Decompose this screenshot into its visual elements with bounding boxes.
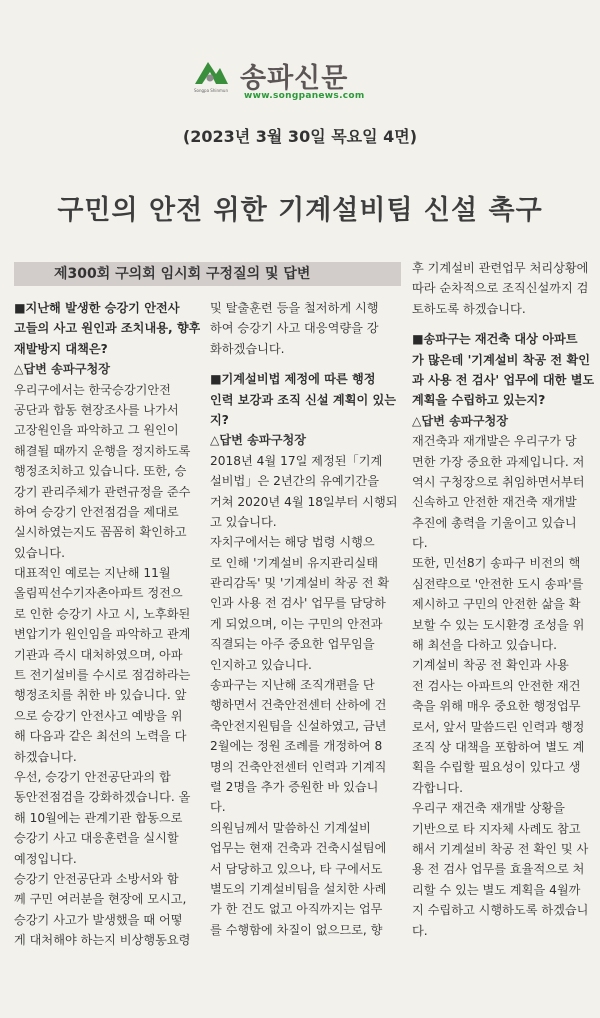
- text-line: 지 수립하고 시행하도록 하겠습니: [412, 903, 589, 918]
- text-line: 따라 순차적으로 조직신설까지 검: [412, 281, 589, 296]
- headline: 구민의 안전 위한 기계설비팀 신설 촉구: [57, 195, 543, 226]
- text-line: 축을 위해 매우 중요한 행정업무: [412, 699, 581, 714]
- text-line: △답변 송파구청장: [412, 413, 509, 428]
- text-line: ■송파구는 재건축 대상 아파트: [412, 332, 578, 347]
- text-line: 서 담당하고 있으나, 타 구에서도: [210, 861, 383, 876]
- text-line: 화하겠습니다.: [210, 341, 285, 356]
- text-line: 다.: [412, 923, 428, 938]
- text-line: 승강기 사고 대응훈련을 실시할: [14, 831, 179, 846]
- text-line: 제시하고 구민의 안전한 삶을 확: [412, 597, 581, 612]
- text-line: 승강기 사고가 발생했을 때 어떻: [14, 912, 183, 927]
- text-line: 후 기계설비 관련업무 처리상황에: [412, 261, 589, 275]
- text-line: 송파구는 지난해 조직개편을 단: [210, 678, 375, 693]
- text-line: 실시하였는지도 꼼꼼히 확인하고: [14, 525, 187, 540]
- text-line: 기관과 즉시 대처하였으며, 아파: [14, 647, 183, 662]
- text-line: 별도의 기계설비팀을 설치한 사례: [210, 881, 387, 896]
- text-line: 축안전지원팀을 신설하였고, 금년: [210, 718, 387, 733]
- date-line: (2023년 3월 30일 목요일 4면): [182, 127, 418, 146]
- text-line: 게 되었으며, 이는 구민의 안전과: [210, 616, 383, 631]
- text-line: 역시 구청장으로 취임하면서부터: [412, 474, 585, 489]
- text-line: 행하면서 건축안전센터 산하에 건: [210, 698, 387, 713]
- text-line: 2018년 4월 17일 제정된「기계: [210, 453, 383, 468]
- text-line: 재건축과 재개발은 우리구가 당: [412, 434, 577, 449]
- text-line: 하여 승강기 안전점검을 제대로: [14, 504, 179, 519]
- text-line: 으로 승강기 안전사고 예방을 위: [14, 708, 183, 723]
- text-line: 고 있습니다.: [210, 514, 277, 529]
- text-line: 전 검사는 아파트의 안전한 재건: [412, 678, 581, 693]
- text-line: 하겠습니다.: [14, 749, 77, 764]
- text-line: 토하도록 하겠습니다.: [412, 301, 526, 316]
- text-line: 심전략으로 '안전한 도시 송파'를: [412, 576, 584, 591]
- text-line: 가 많은데 '기계설비 착공 전 확인: [412, 352, 590, 367]
- text-line: 계획을 수립하고 있는지?: [412, 393, 546, 408]
- text-line: 대표적인 예로는 지난해 11월: [14, 566, 171, 581]
- text-line: 하여 승강기 사고 대응역량을 강: [210, 321, 379, 336]
- article-column-1: [14, 298, 200, 951]
- section-title-bar: 제300회 구의회 임시회 구정질의 및 답변: [14, 262, 401, 286]
- mountain-leaf-logo-icon: [192, 56, 230, 88]
- text-line: 해 최선을 다하고 있습니다.: [412, 638, 558, 653]
- article-column-3: [412, 258, 594, 941]
- text-line: 강기 관리주체가 관련규정을 준수: [14, 484, 191, 499]
- text-line: 께 구민 여러분을 현장에 모시고,: [14, 892, 187, 907]
- text-line: 해 10월에는 관계기관 합동으로: [14, 810, 183, 825]
- text-line: 거쳐 2020년 4월 18일부터 시행되: [210, 494, 398, 509]
- text-line: 관리감독' 및 '기계설비 착공 전 확: [210, 576, 390, 591]
- text-line: 있습니다.: [14, 545, 65, 560]
- text-line: △답변 송파구청장: [210, 433, 307, 448]
- text-line: 또한, 민선8기 송파구 비전의 핵: [412, 556, 581, 571]
- text-line: 로 인해 '기계설비 유지관리실태: [210, 555, 379, 570]
- text-line: △답변 송파구청장: [14, 362, 111, 377]
- text-line: 보할 수 있는 도시환경 조성을 위: [412, 617, 585, 632]
- text-line: 기계설비 착공 전 확인과 사용: [412, 658, 569, 673]
- text-line: [412, 319, 594, 329]
- text-line: 해 다음과 같은 최선의 노력을 다: [14, 729, 187, 744]
- text-line: 로 인한 승강기 사고 시, 노후화된: [14, 606, 191, 621]
- text-line: 다.: [412, 536, 428, 551]
- text-line: ■기계설비법 제정에 따른 행정: [210, 372, 376, 387]
- text-line: 2월에는 정원 조례를 개정하여 8: [210, 739, 383, 754]
- text-line: 재발방지 대책은?: [14, 341, 108, 356]
- text-line: 획을 수립할 필요성이 있다고 생: [412, 760, 581, 775]
- text-line: 동안전점검을 강화하겠습니다. 올: [14, 790, 191, 805]
- newspaper-name: 송파신문: [240, 63, 349, 94]
- text-line: 설비법」은 2년간의 유예기간을: [210, 474, 379, 489]
- text-line: 인력 보강과 조직 신설 계획이 있는: [210, 392, 397, 407]
- text-line: 기반으로 타 지자체 사례도 참고: [412, 821, 581, 836]
- text-line: 우선, 승강기 안전공단과의 합: [14, 769, 171, 784]
- text-line: ■지난해 발생한 승강기 안전사: [14, 301, 180, 315]
- text-line: 각합니다.: [412, 780, 463, 795]
- text-line: [210, 359, 400, 369]
- text-line: 가 한 건도 없고 아직까지는 업무: [210, 902, 383, 917]
- text-line: 공단과 합동 현장조사를 나가서: [14, 402, 179, 417]
- text-line: 의원님께서 말씀하신 기계설비: [210, 820, 371, 835]
- text-line: 명의 건축안전센터 인력과 기계직: [210, 759, 387, 774]
- text-line: 신속하고 안전한 재건축 재개발: [412, 495, 577, 510]
- text-line: 면한 가장 중요한 과제입니다. 저: [412, 454, 585, 469]
- text-line: 올림픽선수기자촌아파트 정전으: [14, 586, 183, 601]
- text-line: 및 탈출훈련 등을 철저하게 시행: [210, 301, 379, 315]
- text-line: 우리구 재건축 재개발 상황을: [412, 801, 565, 816]
- text-line: 인지하고 있습니다.: [210, 657, 312, 672]
- text-line: 조직 상 대책을 포함하여 별도 계: [412, 739, 585, 754]
- text-line: 해서 기계설비 착공 전 확인 및 사: [412, 841, 589, 856]
- text-line: 변압기가 원인임을 파악하고 관계: [14, 627, 191, 642]
- text-line: 고장원인을 파악하고 그 원인이: [14, 423, 179, 438]
- newspaper-url[interactable]: www.songpanews.com: [244, 91, 365, 101]
- text-line: 트 전기설비를 수시로 점검하라는: [14, 668, 191, 683]
- text-line: 지?: [210, 412, 229, 427]
- text-line: 인과 사용 전 검사' 업무를 담당하: [210, 596, 386, 611]
- text-line: 로서, 앞서 말씀드린 인력과 행정: [412, 719, 585, 734]
- text-line: 게 대처해야 하는지 비상행동요령: [14, 933, 191, 948]
- article-column-2: [210, 298, 400, 940]
- text-line: 리할 수 있는 별도 계획을 4월까: [412, 882, 581, 897]
- text-line: 추진에 총력을 기울이고 있습니: [412, 515, 577, 530]
- text-line: 고들의 사고 원인과 조치내용, 향후: [14, 321, 200, 336]
- text-line: 우리구에서는 한국승강기안전: [14, 382, 171, 397]
- text-line: 렬 2명을 추가 증원한 바 있습니: [210, 779, 379, 794]
- text-line: 다.: [210, 800, 226, 815]
- text-line: 승강기 안전공단과 소방서와 함: [14, 871, 179, 886]
- text-line: 자치구에서는 해당 법령 시행으: [210, 535, 375, 550]
- text-line: 과 사용 전 검사' 업무에 대한 별도: [412, 372, 594, 387]
- text-line: 용 전 검사 업무를 효율적으로 처: [412, 862, 585, 877]
- text-line: 예정입니다.: [14, 851, 77, 866]
- logo-subtext: Songpa Shinmun: [193, 88, 228, 93]
- text-line: 해결될 때까지 운행을 정지하도록: [14, 443, 191, 458]
- text-line: 행정조치를 취한 바 있습니다. 앞: [14, 688, 187, 703]
- text-line: 를 수행함에 차질이 없으므로, 향: [210, 922, 383, 937]
- text-line: 업무는 현재 건축과 건축시설팀에: [210, 841, 387, 856]
- text-line: 행정조치하고 있습니다. 또한, 승: [14, 464, 187, 479]
- text-line: 직결되는 아주 중요한 업무임을: [210, 637, 375, 652]
